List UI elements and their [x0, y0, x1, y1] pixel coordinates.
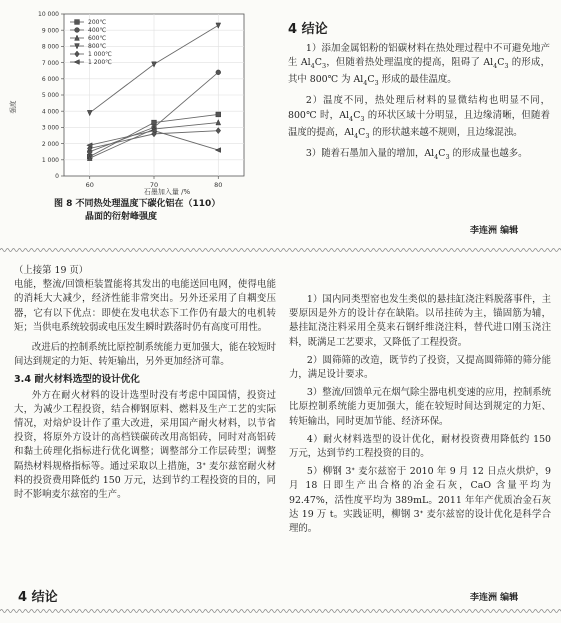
y-tick-label: 6 000 [41, 76, 59, 83]
y-tick-label: 2 000 [41, 140, 59, 148]
legend-label-1: 200℃ [88, 19, 107, 27]
right-item-3: 3）整流/回馈单元在烟气除尘器电机变速的应用，控制系统比原控制系统能力更加强大，能在较短时间达到规定的力矩、转矩输出，同时更加节能、经济环保。 [289, 387, 551, 427]
y-axis-label: 强度 [9, 100, 17, 114]
intensity-line-chart [4, 4, 262, 200]
legend-label-3: 600℃ [88, 35, 107, 43]
left-paragraph-1: 电能，整流/回馈柜装置能将其发出的电能送回电网，使得电能的消耗大大减少，经济性能非常突出。另外还采用了自耦变压器，它有以下优点：即使在发电状态下工作仍有最大的电机转矩；当供电系统较弱或电压发生瞬时跌落时仍有高度可用性。 [14, 279, 276, 333]
top-conclusion-item-2: 2）温度不同，热处理后材料的显微结构也明显不同，800℃ 时，$Al_4C_3$ 的环状区域十分明显，且边缘清晰，但随着温度的提高，$Al_4C_3$ 的形状越来越不规则，且边缘混浊。 [288, 95, 551, 140]
bottom-editor-credit: 李连洲 编辑 [470, 593, 519, 603]
legend-marker-2 [75, 28, 80, 33]
top-section-heading: 4 结论 [288, 22, 328, 37]
left-paragraph-2: 改进后的控制系统比原控制系统能力更加强大，能在较短时间达到规定的力矩、转矩输出，另外更加经济可靠。 [14, 342, 276, 368]
y-tick-label: 10 000 [38, 11, 59, 19]
right-item-5: 5）柳钢 3ᐩ 麦尔兹窑于 2010 年 9 月 12 日点火烘炉，9 月 18 日即生产出合格的冶金石灰，CaO 含量平均为 92.47%，活性度平均为 389mL。2011 年年产优质冶金石灰达 19 万 t。实践证明，柳钢 3ᐩ 麦尔兹窑的设计优化是科学合理的。 [289, 466, 551, 535]
y-tick-label: 8 000 [41, 43, 59, 51]
top-conclusion-list [288, 42, 550, 164]
wavy-divider-bottom [0, 608, 561, 614]
y-tick-label: 5 000 [41, 92, 59, 100]
figure-caption-line-2: 晶面的衍射峰强度 [85, 212, 158, 222]
legend-label-5: 1 000℃ [88, 51, 112, 59]
y-tick-label: 4 000 [41, 108, 59, 116]
right-item-1: 1）国内同类型窑也发生类似的悬挂缸浇注料脱落事件，主要原因是外方的设计存在缺陷。以吊挂砖为主，锚固筋为辅，悬挂缸浇注料采用全莫来石钢纤维浇注料，替代进口刚玉浇注料，既满足工艺要求，又降低了工程投资。 [289, 294, 551, 348]
section-heading-3-4: 3.4 耐火材料选型的设计优化 [14, 374, 140, 386]
bottom-section-heading: 4 结论 [18, 590, 58, 605]
right-item-2: 2）圆筛筛的改造，既节约了投资，又提高圆筛筛的筛分能力，满足设计要求。 [289, 354, 551, 381]
x-axis-label: 石墨加入量 /% [143, 188, 191, 196]
legend-label-4: 800℃ [88, 43, 107, 51]
legend-label-6: 1 200℃ [88, 59, 112, 67]
x-tick-label: 80 [214, 181, 223, 189]
wavy-divider-top [0, 247, 561, 253]
y-tick-label: 3 000 [41, 124, 59, 132]
x-tick-label: 60 [85, 181, 94, 189]
y-tick-label: 7 000 [41, 59, 59, 67]
series-2-point [216, 70, 221, 75]
series-1-point [216, 112, 221, 117]
legend-label-2: 400℃ [88, 27, 107, 35]
figure-caption-line-1: 图 8 不同热处理温度下碳化铝在（110） [54, 199, 221, 209]
top-editor-credit: 李连洲 编辑 [470, 226, 519, 236]
y-tick-label: 9 000 [41, 27, 59, 35]
right-item-4: 4）耐火材料选型的设计优化，耐材投资费用降低约 150 万元，达到节约工程投资的目的。 [289, 433, 551, 460]
y-tick-label: 0 [55, 173, 59, 181]
top-conclusion-item-1: 1）添加金属铝粉的铝碳材料在热处理过程中不可避免地产生 $Al_4C_3$，但随着热处理温度的提高，阻碍了 $Al_4C_3$ 的形成，其中 800℃ 为 $Al_4C_3$ 形成的最佳温度。 [288, 43, 550, 88]
series-1-point [152, 120, 157, 125]
right-column [289, 293, 551, 536]
top-conclusion-item-3: 3）随着石墨加入量的增加，$Al_4C_3$ 的形成量也越多。 [305, 147, 528, 161]
continued-note: （上接第 19 页） [14, 265, 89, 276]
legend-marker-1 [75, 20, 80, 25]
left-column [14, 264, 276, 502]
left-paragraph-3: 外方在耐火材料的设计选型时没有考虑中国国情，投资过大，为减少工程投资，结合柳钢原料、燃料及生产工艺的实际情况，对焙炉设计作了重大改进，采用国产耐火材料，以节省投资，将原外方设计的高档镁碳砖改用高铝砖，同时对高铝砖和黏土砖理化指标进行优化调整；调整部分工作层砖型；调整隔热材料规格指标等。通过采取以上措施，3ᐩ 麦尔兹窑耐火材料的投资费用降低约 150 万元，达到节约工程投资的目的，同时不影响麦尔兹窑的生产。 [14, 389, 276, 501]
y-tick-label: 1 000 [41, 157, 59, 164]
figure-caption [54, 198, 264, 224]
x-tick-label: 70 [149, 181, 159, 189]
